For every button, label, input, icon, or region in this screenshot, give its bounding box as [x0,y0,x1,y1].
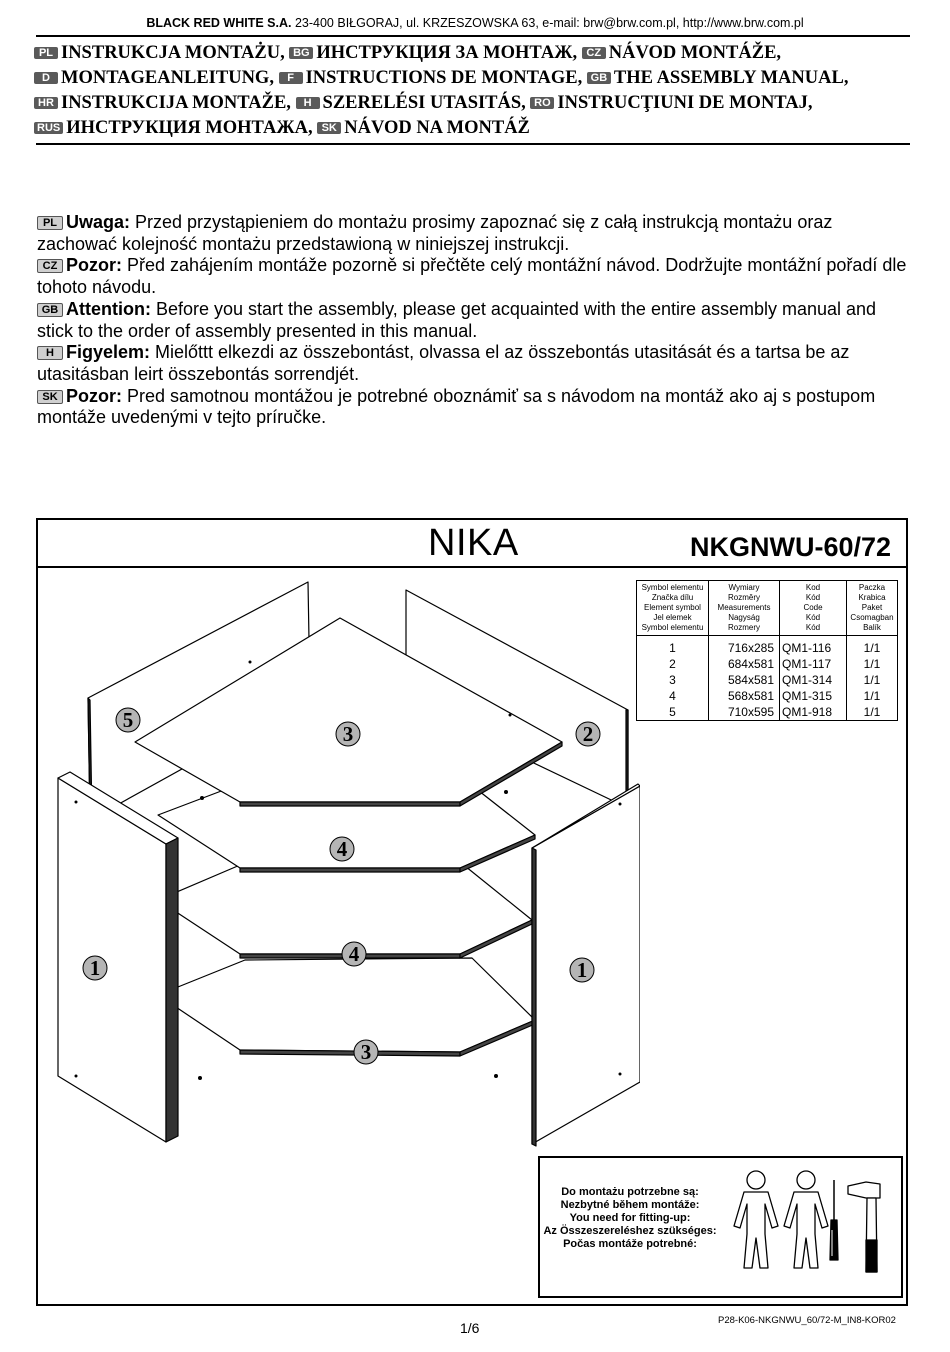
title-text: ИНСТРУКЦИЯ ЗА МОНТАЖ, [316,43,578,63]
exploded-drawing [40,570,640,1160]
title-text: THE ASSEMBLY MANUAL, [613,68,849,88]
title-line [34,116,924,141]
title-text: SZERELÉSI UTASITÁS, [322,93,526,113]
note-paragraph [37,299,917,342]
label-3-top-badge [336,722,360,746]
note-paragraph [37,212,917,255]
cell-size: 710x595 [709,704,780,721]
document-code: P28-K06-NKGNWU_60/72-M_IN8-KOR02 [718,1315,896,1326]
tools-line-h: Az Összeszereléshez szükséges: [543,1225,717,1237]
page-number: 1/6 [460,1320,480,1336]
note-paragraph [37,255,917,298]
header-measurements: Wymiary Rozměry Measurements Nagyság Rozmery [709,581,780,636]
cell-symbol: 1 [637,636,709,657]
label-4-lower-text: 4 [348,942,360,966]
tools-line-pl: Do montażu potrzebne są: [561,1186,699,1198]
language-badge: D [34,72,58,84]
label-4-upper-badge [330,837,354,861]
cell-symbol: 3 [637,672,709,688]
cell-symbol: 4 [637,688,709,704]
language-badge: GB [587,72,611,84]
label-4-lower-badge [342,942,366,966]
language-badge: RUS [34,122,63,134]
company-header [0,16,950,30]
cell-code: QM1-117 [780,656,847,672]
shelf-3-bottom [158,958,535,1052]
label-1-right-text: 1 [576,958,588,982]
label-1-right-badge [570,958,594,982]
assembly-notes [37,212,917,429]
header-symbol: Symbol elementu Značka dílu Element symbol Jel elemek Symbol elementu [637,581,709,636]
label-5-badge [116,708,140,732]
header-package: Paczka Krabica Paket Csomagban Balík [847,581,898,636]
cell-code: QM1-315 [780,688,847,704]
language-badge: GB [37,303,63,317]
note-label: Pozor: [66,255,122,276]
cell-code: QM1-314 [780,672,847,688]
tools-line-cz: Nezbytné během montáže: [560,1199,700,1211]
label-3-bottom-text: 3 [360,1040,372,1064]
tools-line-sk: Počas montáže potrebné: [563,1238,697,1250]
parts-table-row [637,672,898,688]
note-label: Pozor: [66,385,122,406]
parts-table-row [637,688,898,704]
language-badge: BG [289,47,313,59]
manual-titles [34,41,924,141]
note-text: Before you start the assembly, please get acquainted with the entire assembly manual and stick to the order of assembly presented in this manual. [37,298,877,341]
language-badge: CZ [582,47,606,59]
product-code: NKGNWU-60/72 [690,532,892,562]
language-badge: PL [34,47,58,59]
cell-pack: 1/1 [847,656,898,672]
label-3-bottom-badge [354,1040,378,1064]
cell-size: 568x581 [709,688,780,704]
header-code: Kod Kód Code Kód Kód [780,581,847,636]
top-rule [36,35,910,37]
note-text: Mielőttt elkezdi az összebontást, olvassa el az összebontás utasitását és a tartsa be az utasitásban leirt összebontás sorrendjét. [37,342,850,384]
tools-line-gb: You need for fitting-up: [569,1212,691,1224]
screwdriver-icon [830,1180,838,1260]
cell-pack: 1/1 [847,636,898,657]
person-icon [734,1171,778,1268]
cell-size: 684x581 [709,656,780,672]
title-text: NÁVOD NA MONTÁŽ [344,118,530,138]
label-4-upper-text: 4 [336,837,348,861]
label-2-badge [576,722,600,746]
title-text: MONTAGEANLEITUNG, [61,68,274,88]
parts-table-row [637,704,898,721]
label-3-top-text: 3 [342,722,354,746]
hammer-icon [848,1182,880,1272]
note-text: Przed przystąpieniem do montażu prosimy zapoznać się z całą instrukcją montażu oraz zachować kolejność montażu przedstawioną w niniejszej instrukcji. [37,212,833,254]
note-paragraph [37,342,917,385]
parts-table-header [637,581,898,636]
note-text: Pred samotnou montážou je potrebné oboznámiť sa s návodom na montáž ako aj s postupom montáže uvedenými v tejto príručke. [37,385,876,428]
tools-illustration [720,1160,900,1296]
label-1-left-badge [83,956,107,980]
titles-rule [36,143,910,145]
note-text: Před zahájením montáže pozorně si přečtěte celý montážní návod. Dodržujte montážní pořadí dle tohoto návodu. [37,255,907,298]
cell-pack: 1/1 [847,688,898,704]
company-address: 23-400 BIŁGORAJ, ul. KRZESZOWSKA 63, e-mail: brw@brw.com.pl, http://www.brw.com.pl [291,16,804,30]
cell-symbol: 5 [637,704,709,721]
tools-needed-text [540,1186,720,1251]
product-name: NIKA [428,522,519,564]
title-text: INSTRUCŢIUNI DE MONTAJ, [557,93,813,113]
shelf-4-lower [158,862,532,954]
language-badge: HR [34,97,58,109]
title-text: ИНСТРУКЦИЯ МОНТАЖА, [66,118,313,138]
label-5-text: 5 [122,708,134,732]
language-badge: F [279,72,303,84]
title-text: INSTRUCTIONS DE MONTAGE, [305,68,583,88]
cell-size: 584x581 [709,672,780,688]
language-badge: H [296,97,320,109]
note-label: Attention: [66,298,151,319]
title-text: NÁVOD MONTÁŽE, [608,43,782,63]
language-badge: SK [37,390,63,404]
company-name: BLACK RED WHITE S.A. [146,16,292,30]
language-badge: CZ [37,259,63,273]
label-2-text: 2 [582,722,594,746]
cell-code: QM1-918 [780,704,847,721]
note-paragraph [37,386,917,429]
parts-table-row [637,656,898,672]
parts-table-row [637,636,898,657]
language-badge: PL [37,216,63,230]
person-icon [784,1171,828,1268]
language-badge: RO [530,97,554,109]
title-line [34,66,924,91]
cell-pack: 1/1 [847,672,898,688]
label-1-left-text: 1 [89,956,101,980]
language-badge: SK [317,122,341,134]
language-badge: H [37,346,63,360]
title-line [34,91,924,116]
cell-code: QM1-116 [780,636,847,657]
note-label: Figyelem: [66,342,151,363]
title-text: INSTRUKCIJA MONTAŽE, [61,93,291,113]
note-label: Uwaga: [66,212,131,232]
title-line [34,41,924,66]
cell-size: 716x285 [709,636,780,657]
cell-symbol: 2 [637,656,709,672]
title-text: INSTRUKCJA MONTAŻU, [61,43,285,63]
cell-pack: 1/1 [847,704,898,721]
parts-table [636,580,898,721]
